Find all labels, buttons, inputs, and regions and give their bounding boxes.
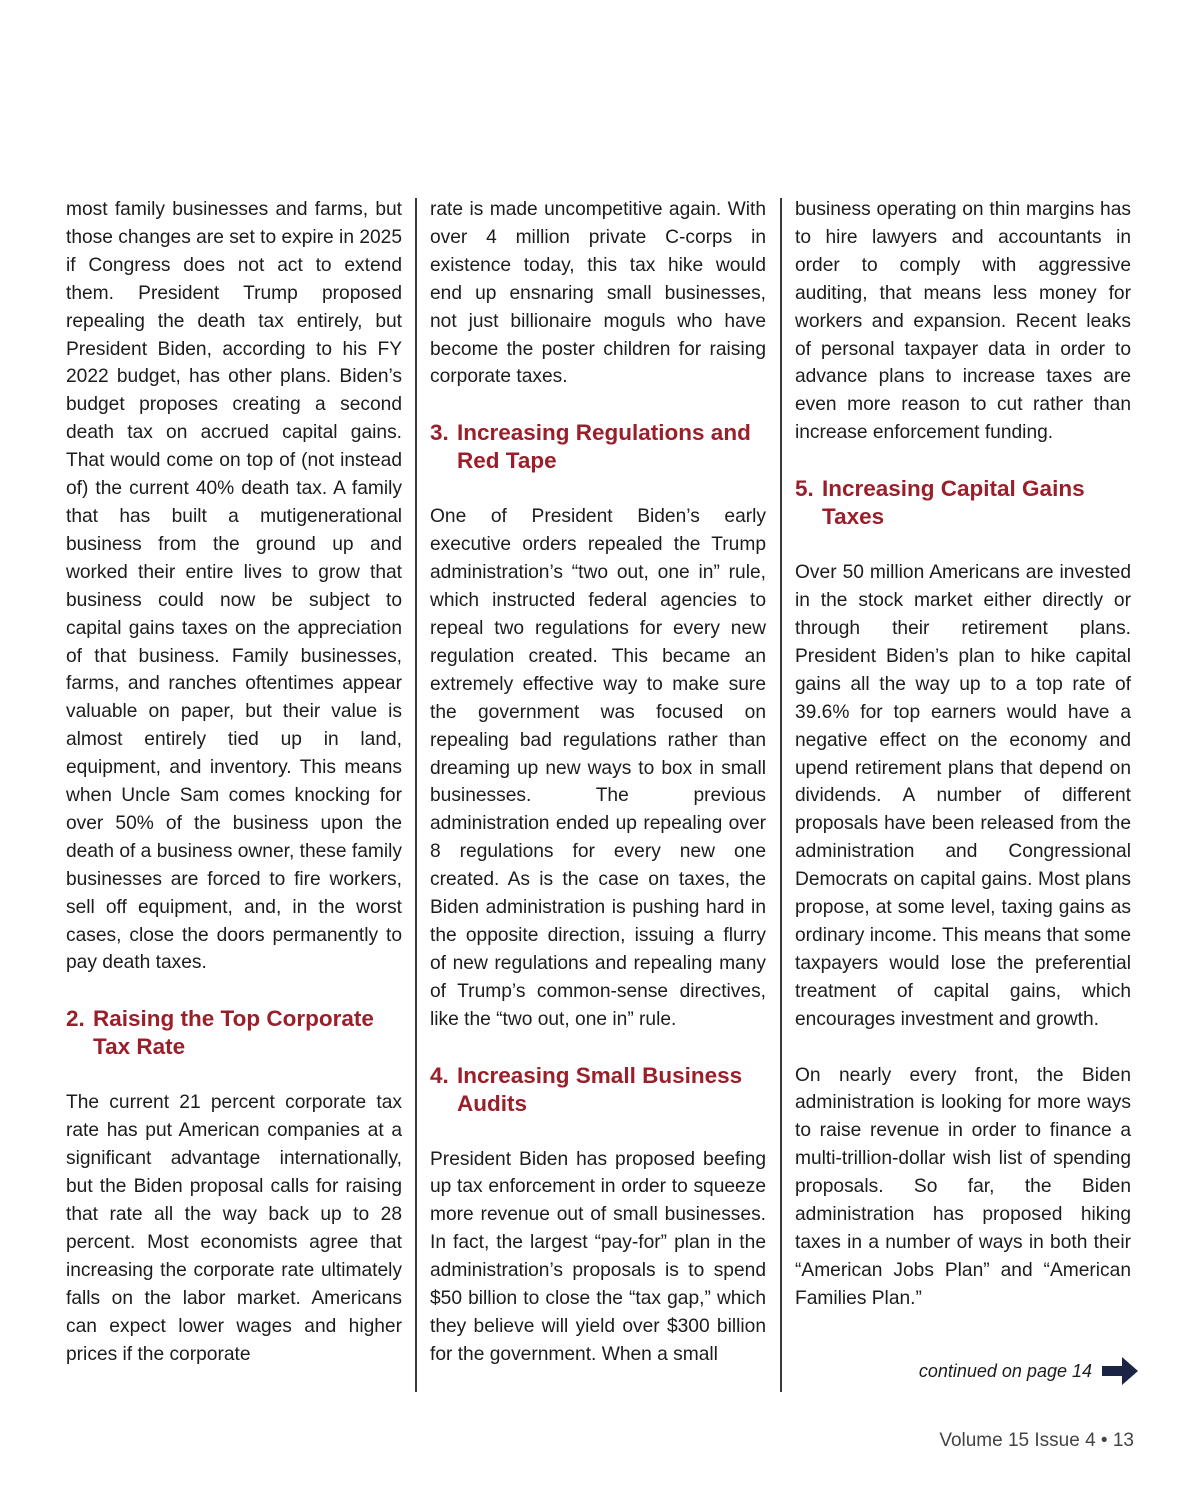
column-2 <box>430 196 766 1369</box>
section-heading-2 <box>66 1005 402 1061</box>
section-number: 4. <box>430 1062 449 1088</box>
section-number: 3. <box>430 420 449 446</box>
body-paragraph: Over 50 million Americans are invested in the stock market either directly or through their retirement plans. President Biden’s plan to hike capital gains all the way up to a top rate of 39.6% for top earners would have a negative effect on the economy and upend retirement plans that depend on dividends. A number of different proposals have been released from the administration and Congressional Democrats on capital gains. Most plans propose, at some level, taxing gains as ordinary income. This means that some taxpayers would lose the preferential treatment of capital gains, which encourages investment and growth. <box>795 562 1131 1030</box>
body-paragraph: rate is made uncompetitive again. With over 4 million private C-corps in existence today, this tax hike would end up ensnaring small businesses, not just billionaire moguls who have become the poster children for raising corporate taxes. <box>430 199 766 388</box>
section-heading-3 <box>430 419 766 475</box>
section-title: Increasing Capital Gains Taxes <box>822 476 1085 530</box>
column-3 <box>795 196 1131 1313</box>
section-number: 2. <box>66 1006 85 1032</box>
continued-link[interactable] <box>840 1354 1140 1388</box>
page-footer: Volume 15 Issue 4 • 13 <box>939 1430 1134 1451</box>
section-heading-5 <box>795 475 1131 531</box>
column-divider <box>780 198 782 1392</box>
body-paragraph: business operating on thin margins has to hire lawyers and accountants in order to comply with aggressive auditing, that means less money for workers and expansion. Recent leaks of personal taxpayer data in order to advance plans to increase taxes are even more reason to cut rather than increase enforcement funding. <box>795 199 1131 444</box>
section-number: 5. <box>795 476 814 502</box>
body-paragraph: One of President Biden’s early executive orders repealed the Trump administration’s “two out, one in” rule, which instructed federal agencies to repeal two regulations for every new regulation created. This became an extremely effective way to make sure the government was focused on repealing bad regulations rather than dreaming up new ways to box in small businesses. The previous administration ended up repealing over 8 regulations for every new one created. As is the case on taxes, the Biden administration is pushing hard in the opposite direction, issuing a flurry of new regulations and repealing many of Trump’s common-sense directives, like the “two out, one in” rule. <box>430 506 766 1030</box>
body-paragraph: The current 21 percent corporate tax rate has put American companies at a significant advantage internationally, but the Biden proposal calls for raising that rate all the way back up to 28 percent. Most economists agree that increasing the corporate rate ultimately falls on the labor market. Americans can expect lower wages and higher prices if the corporate <box>66 1092 402 1365</box>
arrow-right-icon <box>1100 1354 1140 1388</box>
section-title: Raising the Top Corporate Tax Rate <box>93 1006 374 1060</box>
body-paragraph: On nearly every front, the Biden administration is looking for more ways to raise revenue in order to finance a multi-trillion-dollar wish list of spending proposals. So far, the Biden administration has proposed hiking taxes in a number of ways in both their “American Jobs Plan” and “American Families Plan.” <box>795 1064 1131 1309</box>
section-title: Increasing Small Business Audits <box>457 1062 743 1116</box>
column-1 <box>66 196 402 1368</box>
body-paragraph: most family businesses and farms, but those changes are set to expire in 2025 if Congress does not act to extend them. President Trump proposed repealing the death tax entirely, but President Biden, according to his FY 2022 budget, has other plans. Biden’s budget proposes creating a second death tax on accrued capital gains. That would come on top of (not instead of) the current 40% death tax. A family that has built a mutigenerational business from the ground up and worked their entire lives to grow that business could now be subject to capital gains taxes on the appreciation of that business. Family businesses, farms, and ranches oftentimes appear valuable on paper, but their value is almost entirely tied up in land, equipment, and inventory. This means when Uncle Sam comes knocking for over 50% of the business upon the death of a business owner, these family businesses are forced to fire workers, sell off equipment, and, in the worst cases, close the doors permanently to pay death taxes. <box>66 199 403 974</box>
body-paragraph: President Biden has proposed beefing up tax enforcement in order to squeeze more revenue out of small businesses. In fact, the largest “pay-for” plan in the administration’s proposals is to spend $50 billion to close the “tax gap,” which they believe will yield over $300 billion for the government. When a small <box>430 1148 766 1365</box>
section-title: Increasing Regulations and Red Tape <box>457 420 751 474</box>
continued-text: continued on page 14 <box>918 1360 1092 1381</box>
column-divider <box>415 198 417 1392</box>
section-heading-4 <box>430 1062 766 1118</box>
